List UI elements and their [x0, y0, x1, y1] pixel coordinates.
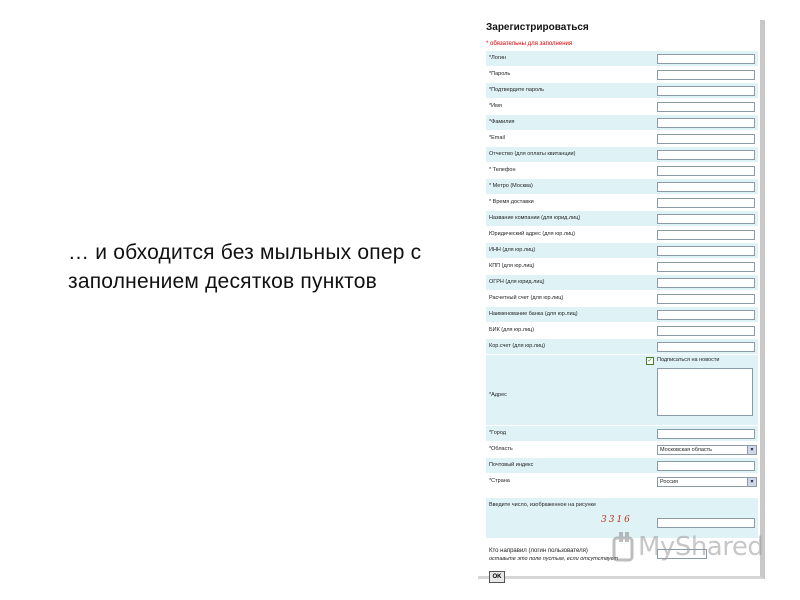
field-label: *Страна	[489, 478, 510, 484]
form-row	[486, 147, 758, 163]
field-label: * Метро (Москва)	[489, 183, 533, 189]
watermark-text: MyShared	[638, 532, 764, 562]
field-label: Название компании (для юрид.лиц)	[489, 215, 581, 221]
field-label: *Логин	[489, 55, 506, 61]
chevron-down-icon[interactable]: ▼	[747, 478, 756, 486]
form-row	[486, 458, 758, 474]
field-input[interactable]	[657, 214, 755, 224]
referrer-label: Кто направил (логин пользователя)	[489, 548, 588, 554]
form-row	[486, 115, 758, 131]
field-label: Наименование банка (для юр.лиц)	[489, 311, 578, 317]
address-textarea[interactable]	[657, 368, 753, 416]
field-input[interactable]	[657, 246, 755, 256]
form-row	[486, 275, 758, 291]
form-row	[486, 211, 758, 227]
captcha-image: 3316	[601, 515, 632, 525]
field-input[interactable]	[657, 461, 755, 471]
registration-form-screenshot	[478, 20, 765, 579]
field-label: *Фамилия	[489, 119, 515, 125]
form-row	[486, 474, 758, 490]
form-row	[486, 163, 758, 179]
field-input[interactable]	[657, 230, 755, 240]
form-row	[486, 179, 758, 195]
form-row	[486, 195, 758, 211]
field-input[interactable]	[657, 54, 755, 64]
field-label: *Пароль	[489, 71, 511, 77]
slide-caption: … и обходится без мыльных опер с заполнением десятков пунктов	[68, 241, 422, 293]
form-row	[486, 291, 758, 307]
address-row	[486, 355, 758, 426]
ok-button[interactable]: OK	[489, 571, 505, 583]
field-input[interactable]	[657, 86, 755, 96]
form-row	[486, 243, 758, 259]
field-label: *Область	[489, 446, 513, 452]
field-input[interactable]	[657, 262, 755, 272]
field-label: БИК (для юр.лиц)	[489, 327, 535, 333]
field-input[interactable]	[657, 70, 755, 80]
form-row	[486, 227, 758, 243]
field-input[interactable]	[657, 310, 755, 320]
field-label: *Подтвердите пароль	[489, 87, 545, 93]
form-rows	[486, 51, 758, 580]
select-value: Московская область	[660, 447, 713, 453]
field-label: КПП (для юр.лиц)	[489, 263, 535, 269]
field-label: ИНН (для юр.лиц)	[489, 247, 536, 253]
field-input[interactable]	[657, 326, 755, 336]
field-label: Отчество (для оплаты квитанции)	[489, 151, 576, 157]
address-label: *Адрес	[489, 392, 507, 398]
referrer-hint: оставьте это поле пустым, если отсутствует	[489, 556, 619, 562]
field-input[interactable]	[657, 118, 755, 128]
field-input[interactable]	[657, 294, 755, 304]
field-label: * Время доставки	[489, 199, 534, 205]
form-row	[486, 131, 758, 147]
field-label: *Город	[489, 430, 507, 436]
field-input[interactable]	[657, 198, 755, 208]
field-label: *Email	[489, 135, 505, 141]
subscribe-label: Подписаться на новости	[657, 357, 720, 363]
field-input[interactable]	[657, 182, 755, 192]
form-row	[486, 339, 758, 355]
chevron-down-icon[interactable]: ▼	[747, 446, 756, 454]
required-note-text: * обязательны для заполнения	[486, 41, 573, 47]
form-row	[486, 51, 758, 67]
field-select[interactable]	[657, 445, 757, 455]
field-label: * Телефон	[489, 167, 516, 173]
subscribe-checkbox[interactable]: ✓	[647, 358, 653, 364]
field-label: ОГРН (для юрид.лиц)	[489, 279, 545, 285]
form-title: Зарегистрироваться	[486, 22, 589, 33]
field-label: Юридический адрес (для юр.лиц)	[489, 231, 576, 237]
field-input[interactable]	[657, 150, 755, 160]
field-input[interactable]	[657, 278, 755, 288]
required-note	[486, 41, 572, 47]
captcha-input[interactable]	[657, 518, 755, 528]
select-value: Россия	[660, 479, 679, 485]
form-row	[486, 442, 758, 458]
field-label: Расчетный счет (для юр.лиц)	[489, 295, 564, 301]
field-input[interactable]	[657, 166, 755, 176]
form-row	[486, 307, 758, 323]
watermark-logo	[612, 528, 762, 568]
form-row	[486, 67, 758, 83]
field-input[interactable]	[657, 342, 755, 352]
field-input[interactable]	[657, 102, 755, 112]
field-select[interactable]	[657, 477, 757, 487]
form-row	[486, 426, 758, 442]
form-row	[486, 259, 758, 275]
field-label: Почтовый индекс	[489, 462, 534, 468]
form-row	[486, 99, 758, 115]
field-input[interactable]	[657, 429, 755, 439]
form-row	[486, 323, 758, 339]
form-row	[486, 83, 758, 99]
watermark-icon	[612, 528, 636, 564]
captcha-label: Введите число, изображенное на рисунке	[489, 502, 597, 508]
field-label: Кор.счет (для юр.лиц)	[489, 343, 546, 349]
field-label: *Имя	[489, 103, 502, 109]
field-input[interactable]	[657, 134, 755, 144]
